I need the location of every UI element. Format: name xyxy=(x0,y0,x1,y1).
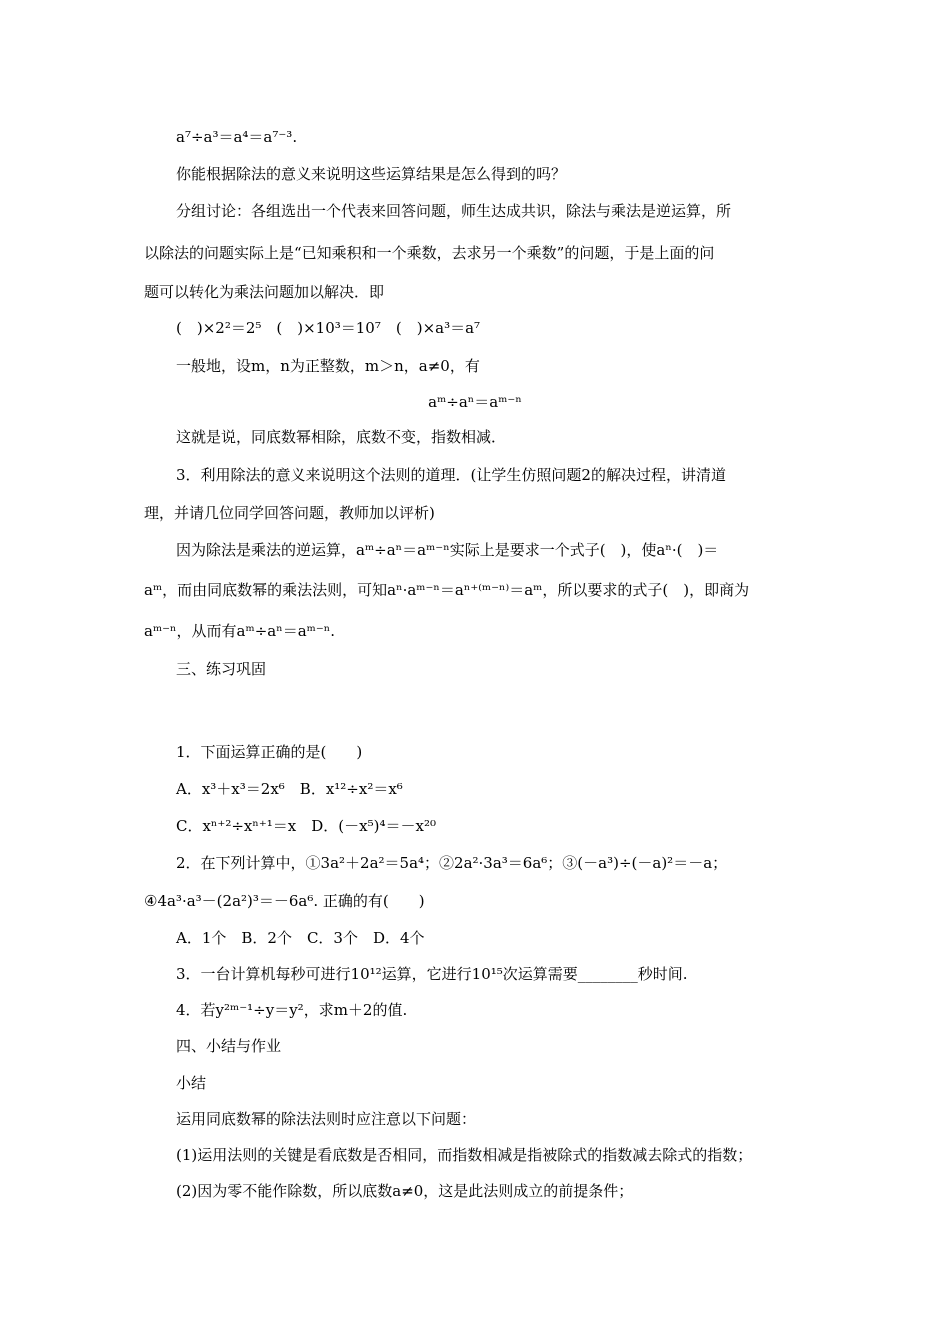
section-heading: 四、小结与作业 xyxy=(176,1037,282,1055)
exercise-options: C．xⁿ⁺²÷xⁿ⁺¹＝x D．(－x⁵)⁴＝－x²⁰ xyxy=(176,817,436,835)
text-line: 理，并请几位同学回答问题，教师加以评析) xyxy=(144,504,435,522)
text-line: 题可以转化为乘法问题加以解决．即 xyxy=(144,283,385,301)
text-line: 分组讨论：各组选出一个代表来回答问题，师生达成共识，除法与乘法是逆运算，所 xyxy=(176,202,732,220)
text-line: 运用同底数幂的除法法则时应注意以下问题： xyxy=(176,1110,477,1128)
exercise-question: 2．在下列计算中，①3a²＋2a²＝5a⁴；②2a²·3a³＝6a⁶；③(－a³)÷(－a)²＝－a； xyxy=(176,854,728,872)
text-line: aᵐ，而由同底数幂的乘法法则，可知aⁿ·aᵐ⁻ⁿ＝aⁿ⁺⁽ᵐ⁻ⁿ⁾＝aᵐ，所以要求的式子( )，即商为 xyxy=(144,581,750,599)
text-line: 3．利用除法的意义来说明这个法则的道理．(让学生仿照问题2的解决过程，讲清道 xyxy=(176,466,726,484)
text-line: (2)因为零不能作除数，所以底数a≠0，这是此法则成立的前提条件； xyxy=(176,1182,634,1200)
section-heading: 三、练习巩固 xyxy=(176,660,267,678)
text-line: 以除法的问题实际上是“已知乘积和一个乘数，去求另一个乘数”的问题，于是上面的问 xyxy=(144,244,715,262)
text-line: aᵐ⁻ⁿ，从而有aᵐ÷aⁿ＝aᵐ⁻ⁿ. xyxy=(144,622,336,640)
exercise-question: 3．一台计算机每秒可进行10¹²运算，它进行10¹⁵次运算需要________秒时间. xyxy=(176,965,688,983)
rule-formula: aᵐ÷aⁿ＝aᵐ⁻ⁿ xyxy=(428,393,522,411)
exercise-question: 1．下面运算正确的是( ) xyxy=(176,743,363,761)
text-line: 因为除法是乘法的逆运算，aᵐ÷aⁿ＝aᵐ⁻ⁿ实际上是要求一个式子( )，使aⁿ·( )＝ xyxy=(176,541,719,559)
exercise-options: A．x³＋x³＝2x⁶ B．x¹²÷x²＝x⁶ xyxy=(176,780,403,798)
exercise-options: A．1个 B．2个 C．3个 D．4个 xyxy=(176,929,425,947)
equation-line: ( )×2²＝2⁵ ( )×10³＝10⁷ ( )×a³＝a⁷ xyxy=(176,319,481,337)
text-line: (1)运用法则的关键是看底数是否相同，而指数相减是指被除式的指数减去除式的指数； xyxy=(176,1146,753,1164)
text-line: 你能根据除法的意义来说明这些运算结果是怎么得到的吗？ xyxy=(176,165,567,183)
text-line: a⁷÷a³＝a⁴＝a⁷⁻³. xyxy=(176,128,298,146)
text-line: 一般地，设m，n为正整数，m＞n，a≠0，有 xyxy=(176,357,480,375)
exercise-question: 4．若y²ᵐ⁻¹÷y＝y²，求m＋2的值. xyxy=(176,1001,408,1019)
text-line: 这就是说，同底数幂相除，底数不变，指数相减． xyxy=(176,428,507,446)
exercise-question: ④4a³·a³－(2a²)³＝－6a⁶. 正确的有( ) xyxy=(144,892,425,910)
subheading: 小结 xyxy=(176,1074,207,1092)
